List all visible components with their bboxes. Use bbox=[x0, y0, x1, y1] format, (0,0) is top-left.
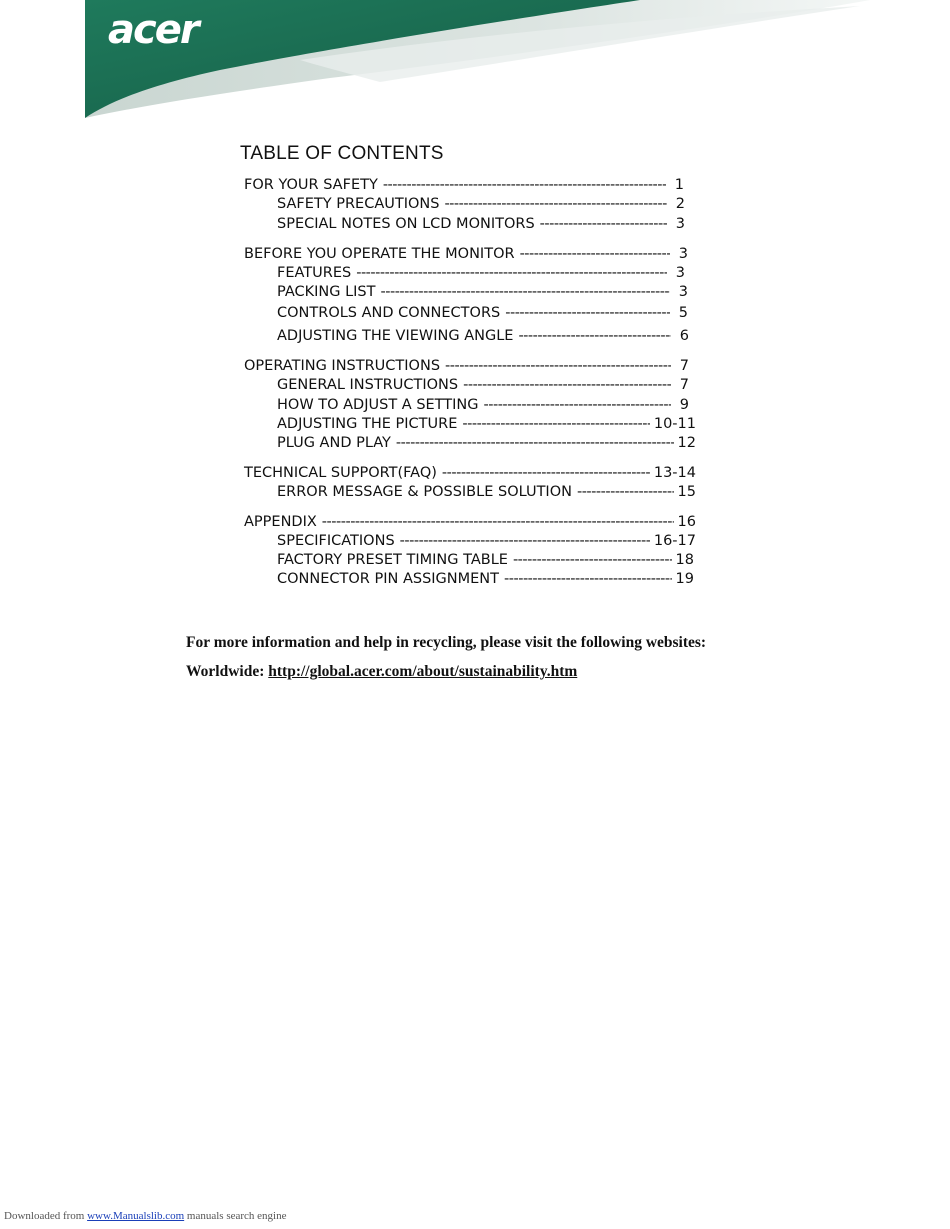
toc-entry-page: 1 bbox=[674, 177, 684, 193]
toc-leader-dots bbox=[540, 215, 667, 233]
toc-entry-page: 16-17 bbox=[653, 533, 696, 549]
toc-entry-page: 3 bbox=[678, 284, 688, 300]
toc-entry-label: TECHNICAL SUPPORT(FAQ) bbox=[244, 465, 437, 481]
toc-leader-dots bbox=[383, 176, 666, 194]
toc-entry-label: PLUG AND PLAY bbox=[277, 435, 391, 451]
toc-entry-page: 12 bbox=[677, 435, 696, 451]
toc-entry-label: FOR YOUR SAFETY bbox=[244, 177, 378, 193]
toc-entry[interactable] bbox=[277, 376, 689, 394]
toc-entry-page: 16 bbox=[677, 514, 696, 530]
toc-leader-dots bbox=[381, 283, 671, 301]
toc-entry-label: SPECIAL NOTES ON LCD MONITORS bbox=[277, 216, 535, 232]
toc-leader-dots bbox=[444, 195, 667, 213]
toc-entry-page: 3 bbox=[678, 246, 688, 262]
toc-entry[interactable] bbox=[277, 264, 685, 282]
toc-leader-dots bbox=[505, 304, 670, 322]
toc-entry[interactable] bbox=[277, 283, 688, 301]
acer-logo: acer bbox=[108, 7, 198, 53]
toc-entry-label: PACKING LIST bbox=[277, 284, 376, 300]
footer-suffix: manuals search engine bbox=[186, 1210, 287, 1222]
toc-entry-label: GENERAL INSTRUCTIONS bbox=[277, 377, 459, 393]
toc-entry[interactable] bbox=[244, 245, 688, 263]
toc-leader-dots bbox=[504, 570, 672, 588]
worldwide-link[interactable]: http://global.acer.com/about/sustainability.htm bbox=[268, 663, 578, 680]
toc-entry-label: ADJUSTING THE VIEWING ANGLE bbox=[277, 328, 514, 344]
toc-entry-page: 2 bbox=[675, 196, 685, 212]
recycling-note: For more information and help in recycling, please visit the following websites: bbox=[186, 634, 707, 651]
toc-entry[interactable] bbox=[244, 176, 684, 194]
worldwide-line bbox=[186, 663, 577, 681]
toc-entry-label: APPENDIX bbox=[244, 514, 317, 530]
toc-leader-dots bbox=[396, 434, 674, 452]
toc-entry-page: 18 bbox=[675, 552, 694, 568]
toc-entry-label: FEATURES bbox=[277, 265, 352, 281]
toc-entry-label: OPERATING INSTRUCTIONS bbox=[244, 358, 441, 374]
toc-entry-page: 19 bbox=[675, 571, 694, 587]
toc-entry[interactable] bbox=[244, 357, 689, 375]
toc-entry-label: HOW TO ADJUST A SETTING bbox=[277, 397, 479, 413]
toc-leader-dots bbox=[513, 551, 672, 569]
toc-entry-label: SAFETY PRECAUTIONS bbox=[277, 196, 440, 212]
toc-entry[interactable] bbox=[277, 570, 694, 588]
header-banner bbox=[0, 0, 950, 125]
manualslib-link[interactable]: www.Manualslib.com bbox=[87, 1210, 185, 1222]
toc-entry-page: 9 bbox=[679, 397, 689, 413]
toc-leader-dots bbox=[518, 327, 671, 345]
toc-entry-page: 10-11 bbox=[653, 416, 696, 432]
toc-entry[interactable] bbox=[277, 532, 696, 550]
toc-entry-page: 15 bbox=[677, 484, 696, 500]
toc-leader-dots bbox=[442, 464, 650, 482]
toc-entry[interactable] bbox=[277, 434, 696, 452]
toc-leader-dots bbox=[356, 264, 667, 282]
toc-entry-label: BEFORE YOU OPERATE THE MONITOR bbox=[244, 246, 515, 262]
toc-entry-label: SPECIFICATIONS bbox=[277, 533, 395, 549]
toc-entry-page: 7 bbox=[679, 377, 689, 393]
toc-entry-label: FACTORY PRESET TIMING TABLE bbox=[277, 552, 508, 568]
download-footer bbox=[4, 1210, 286, 1222]
toc-entry[interactable] bbox=[277, 396, 689, 414]
toc-entry-label: ERROR MESSAGE & POSSIBLE SOLUTION bbox=[277, 484, 572, 500]
toc-leader-dots bbox=[520, 245, 670, 263]
toc-entry[interactable] bbox=[277, 415, 696, 433]
toc-entry[interactable] bbox=[277, 304, 688, 322]
toc-entry-label: CONNECTOR PIN ASSIGNMENT bbox=[277, 571, 500, 587]
toc-leader-dots bbox=[463, 376, 671, 394]
toc-leader-dots bbox=[462, 415, 649, 433]
toc-entry[interactable] bbox=[277, 215, 685, 233]
toc-entry-page: 3 bbox=[675, 216, 685, 232]
toc-entry[interactable] bbox=[277, 551, 694, 569]
toc-entry-page: 7 bbox=[679, 358, 689, 374]
toc-leader-dots bbox=[322, 513, 674, 531]
toc-entry-page: 5 bbox=[678, 305, 688, 321]
footer-prefix: Downloaded from bbox=[4, 1210, 85, 1222]
toc-leader-dots bbox=[577, 483, 674, 501]
toc-leader-dots bbox=[484, 396, 672, 414]
toc-entry-label: CONTROLS AND CONNECTORS bbox=[277, 305, 501, 321]
worldwide-label: Worldwide: bbox=[186, 663, 265, 680]
toc-leader-dots bbox=[445, 357, 671, 375]
toc-title: TABLE OF CONTENTS bbox=[240, 143, 444, 164]
toc-entry-label: ADJUSTING THE PICTURE bbox=[277, 416, 458, 432]
toc-leader-dots bbox=[400, 532, 650, 550]
toc-entry-page: 13-14 bbox=[653, 465, 696, 481]
toc-entry[interactable] bbox=[277, 327, 689, 345]
toc-entry[interactable] bbox=[277, 483, 696, 501]
toc-entry[interactable] bbox=[277, 195, 685, 213]
toc-entry-page: 3 bbox=[675, 265, 685, 281]
toc-entry[interactable] bbox=[244, 464, 696, 482]
toc-entry-page: 6 bbox=[679, 328, 689, 344]
toc-entry[interactable] bbox=[244, 513, 696, 531]
